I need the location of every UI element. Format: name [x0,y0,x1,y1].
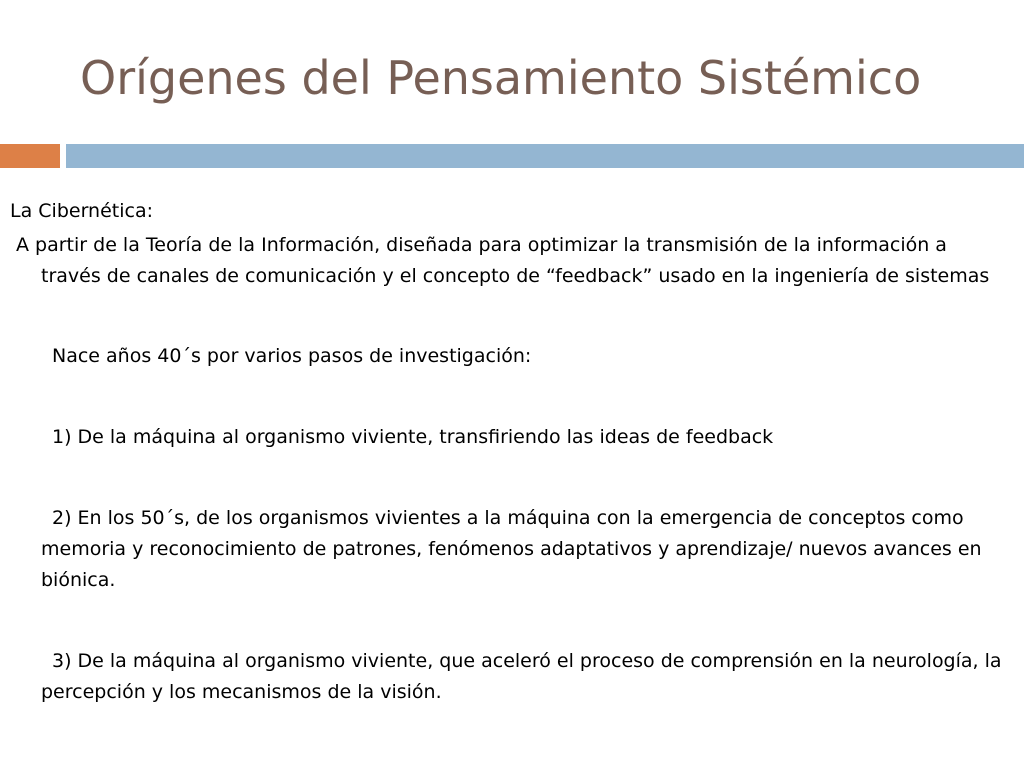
accent-bar [0,144,60,168]
step-item-1: 1) De la máquina al organismo viviente, transfiriendo las ideas de feedback [52,426,774,448]
intro-paragraph: A partir de la Teoría de la Información, diseñada para optimizar la transmisión de la información a través de canales de comunicación y el concepto de “feedback” usado en la ingeniería de sistemas [16,234,990,287]
slide-title: Orígenes del Pensamiento Sistémico [80,51,922,105]
origin-paragraph: Nace años 40´s por varios pasos de investigación: [52,345,532,367]
step-item-2: 2) En los 50´s, de los organismos vivientes a la máquina con la emergencia de conceptos como memoria y reconocimiento de patrones, fenómenos adaptativos y aprendizaje/ nuevos avances en biónica. [41,507,982,591]
slide-body [0,196,1010,708]
section-subtitle: La Cibernética: [10,200,153,222]
title-divider-bar [66,144,1024,168]
step-item-3: 3) De la máquina al organismo viviente, que aceleró el proceso de comprensión en la neurología, la percepción y los mecanismos de la visión. [41,650,1002,703]
